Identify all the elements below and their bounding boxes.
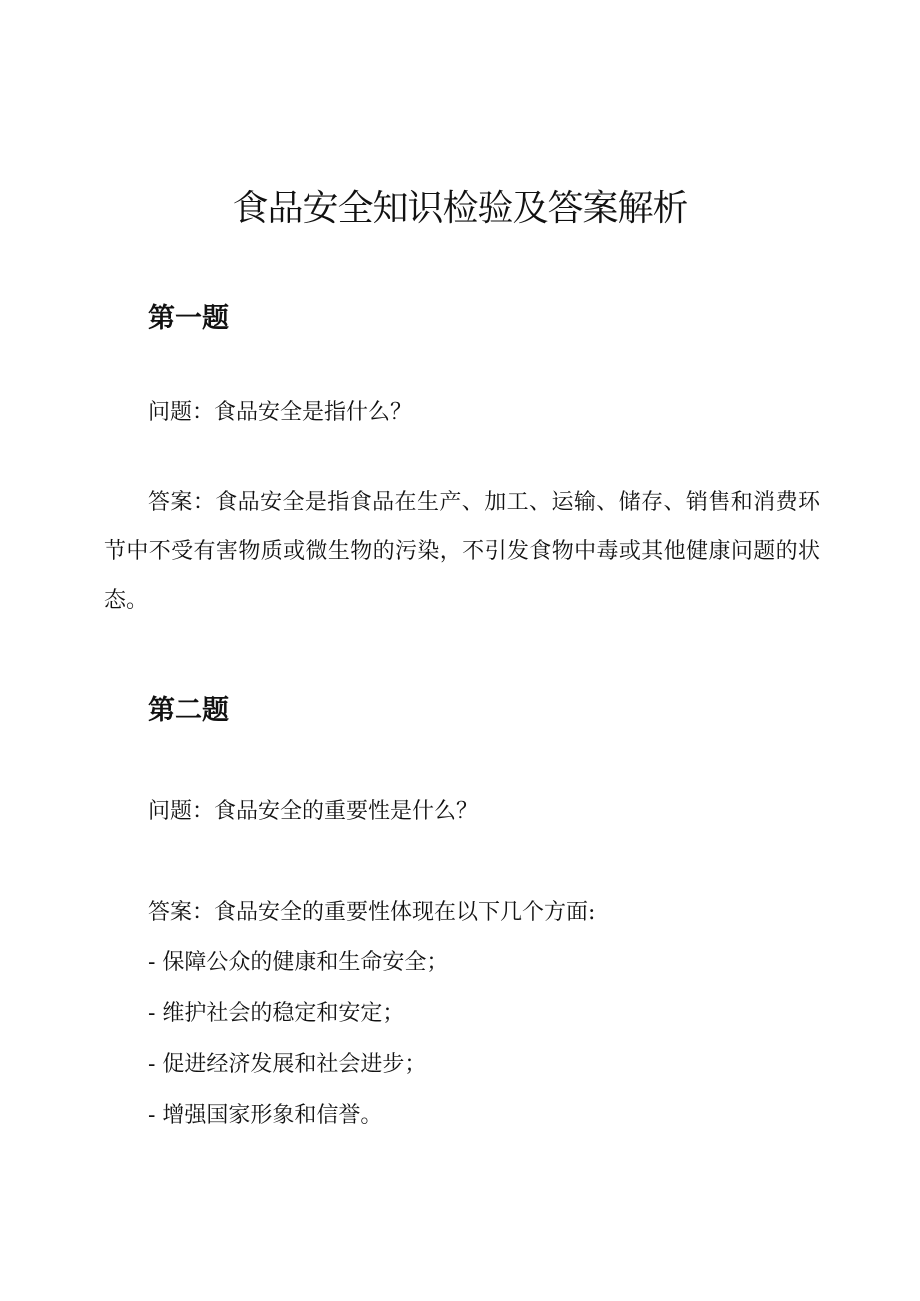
section-2-heading: 第二题	[148, 695, 229, 726]
section-1-answer: 答案：食品安全是指食品在生产、加工、运输、储存、销售和消费环节中不受有害物质或微生物的污染，不引发食物中毒或其他健康问题的状态。	[104, 490, 820, 613]
section-2-question: 问题：食品安全的重要性是什么？	[148, 799, 479, 824]
section-2-answer-item: - 增强国家形象和信誉。	[148, 1103, 383, 1128]
section-2-answer-item: - 保障公众的健康和生命安全；	[148, 950, 449, 975]
section-2-answer-intro: 答案：食品安全的重要性体现在以下几个方面:	[148, 900, 596, 925]
section-2-answer-item: - 维护社会的稳定和安定；	[148, 1001, 405, 1026]
section-2-answer-item: - 促进经济发展和社会进步；	[148, 1052, 427, 1077]
section-1-heading: 第一题	[148, 303, 229, 334]
document-title: 食品安全知识检验及答案解析	[232, 188, 688, 229]
section-1-question: 问题：食品安全是指什么？	[148, 400, 413, 425]
